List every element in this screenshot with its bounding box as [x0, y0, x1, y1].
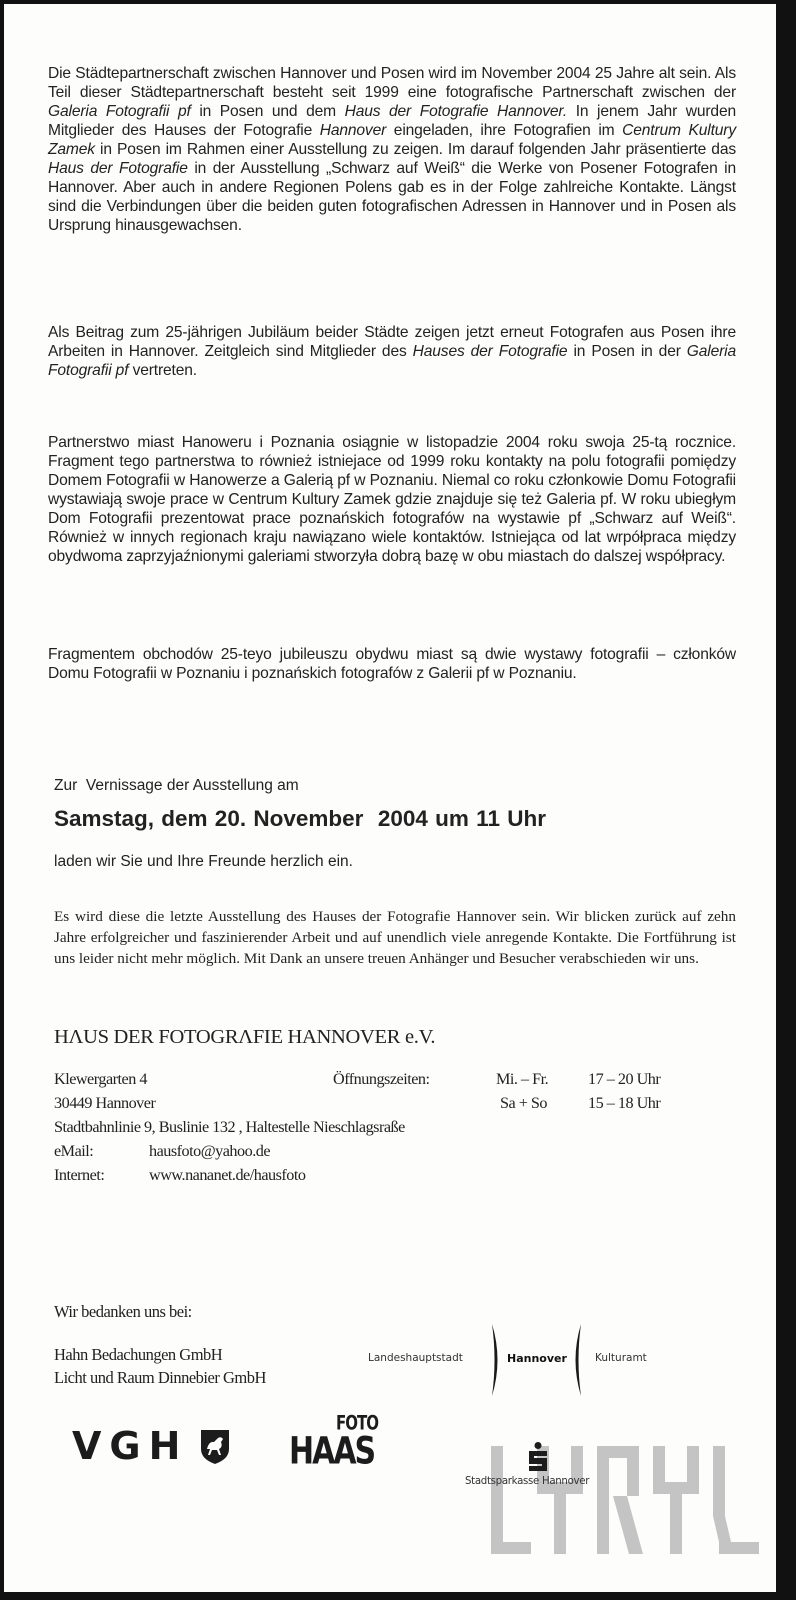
- vgh-logo-text: VGH: [72, 1424, 189, 1468]
- sponsor-dinnebier: Licht und Raum Dinnebier GmbH: [54, 1368, 266, 1387]
- text-run: In jenem Jahr wurden Mitglieder des Hauses der Fotografie: [48, 103, 736, 139]
- text-run: in Posen und dem: [190, 103, 345, 120]
- address-city: 30449 Hannover: [54, 1094, 156, 1112]
- opening-hours-label: Öffnungszeiten:: [333, 1070, 430, 1088]
- right-bracket-icon: [570, 1324, 582, 1396]
- italic-run: Haus der Fotografie Hannover.: [344, 103, 568, 120]
- internet-link[interactable]: www.nananet.de/hausfoto: [149, 1166, 306, 1184]
- text-run: Als Beitrag zum 25-jährigen Jubiläum beider Städte zeigen jetzt erneut Fotografen aus Posen ihre Arbeiten in Hannover. Zeitgleich sind Mitglieder des: [48, 324, 736, 360]
- address-street: Klewergarten 4: [54, 1070, 147, 1088]
- internet-label: Internet:: [54, 1166, 105, 1184]
- invitation-outro: laden wir Sie und Ihre Freunde herzlich ein.: [54, 853, 353, 870]
- text-run: Die Städtepartnerschaft zwischen Hannover und Posen wird im November 2004 25 Jahre alt sein. Als Teil dieser Städtepartnerschaft besteht seit 1999 eine fotografische Partnerschaft zwischen der: [48, 65, 736, 101]
- text-run: vertreten.: [128, 362, 197, 379]
- farewell-paragraph: Es wird diese die letzte Ausstellung des Hauses der Fotografie Hannover sein. Wir blicken zurück auf zehn Jahre erfolgreicher und faszinierender Arbeit und auf unendlich viele anregende Kontakte. Die Fortführung ist uns leider nicht mehr möglich. Mit Dank an unsere treuen Anhänger und Besucher verabschieden wir uns.: [54, 908, 736, 967]
- italic-run: Galeria Fotografii pf: [48, 343, 737, 379]
- organization-name: HΛUS DER FOTOGRΛFIE HANNOVER e.V.: [54, 1026, 436, 1048]
- italic-run: Galeria Fotografii pf: [48, 103, 191, 120]
- italic-run: Hauses der Fotografie: [412, 343, 568, 360]
- hours-time-weekend: 15 – 18 Uhr: [588, 1094, 661, 1112]
- logo-text-landeshauptstadt: Landeshauptstadt: [368, 1352, 463, 1364]
- text-run: in der Ausstellung „Schwarz auf Weiß“ die Werke von Posener Fotografen in Hannover. Aber auch in andere Regionen Polens gab es in der Folge zahlreiche Kontakte. Längst sind die Verbindungen über die beiden guten fotografischen Adressen in Hannover und in Posen als Ursprung hinausgewachsen.: [48, 160, 737, 234]
- flyer-page: [4, 4, 776, 1592]
- hours-time-weekday: 17 – 20 Uhr: [588, 1070, 661, 1088]
- invitation-date: Samstag, dem 20. November 2004 um 11 Uhr: [54, 806, 546, 831]
- italic-run: Hannover: [319, 122, 387, 139]
- text-run: eingeladen, ihre Fotografien im: [386, 122, 623, 139]
- hours-days-weekday: Mi. – Fr.: [496, 1070, 549, 1088]
- italic-run: Haus der Fotografie: [48, 160, 188, 177]
- text-run: in Posen in der: [567, 343, 687, 360]
- polish-paragraph-1: Partnerstwo miast Hanoweru i Poznania osiągnie w listopadzie 2004 roku swoja 25-tą rocznice. Fragment tego partnerstwa to również istniejace od 1999 roku kontakty na polu fotografii pomiędzy Domem Fotografii w Hanowerze a Galerią pf w Poznaniu. Niemal co roku członkowie Domu Fotografii wystawiają swoje prace w Centrum Kultury Zamek gdzie znajduje się też Galeria pf. W roku ubiegłym Dom Fotografii prezentowat prace poznańskich fotografów na wystawie pf „Schwarz auf Weiß“. Również w innych regionach kraju nawiązano wiele kontaktów. Istniejąca od lat wrpółpraca między obydwoma zaprzyjaźnionymi galeriami stworzyła dobrą bazę w obu miastach do dalszej współpracy.: [48, 434, 736, 565]
- german-paragraph-2: [48, 323, 736, 380]
- logo-text-kulturamt: Kulturamt: [595, 1352, 647, 1364]
- thanks-label: Wir bedanken uns bei:: [54, 1302, 192, 1321]
- invitation-intro: Zur Vernissage der Ausstellung am: [54, 777, 299, 794]
- vgh-shield-horse-icon: [200, 1429, 230, 1465]
- foto-haas-logo-top: FOTO: [336, 1411, 378, 1435]
- polish-paragraph-2: Fragmentem obchodów 25-teyo jubileuszu obydwu miast są dwie wystawy fotografii – członków Domu Fotografii w Poznaniu i poznańskich fotografów z Galerii pf w Poznaniu.: [48, 646, 736, 682]
- sparkasse-s-icon: [527, 1442, 549, 1474]
- hours-days-weekend: Sa + So: [500, 1094, 548, 1112]
- logo-text-hannover: Hannover: [507, 1352, 567, 1365]
- italic-run: Centrum Kultury Zamek: [48, 122, 736, 158]
- text-run: in Posen im Rahmen einer Ausstellung zu zeigen. Im darauf folgenden Jahr präsentierte das: [94, 141, 736, 158]
- email-label: eMail:: [54, 1142, 94, 1160]
- sponsor-hahn: Hahn Bedachungen GmbH: [54, 1345, 223, 1364]
- email-link[interactable]: hausfoto@yahoo.de: [149, 1142, 271, 1160]
- address-transit: Stadtbahnlinie 9, Buslinie 132 , Haltestelle Nieschlagsraße: [54, 1118, 405, 1136]
- sparkasse-logo-text: Stadtsparkasse Hannover: [465, 1476, 590, 1487]
- foto-haas-logo-main: HAAS: [289, 1429, 375, 1474]
- left-bracket-icon: [491, 1324, 503, 1396]
- german-paragraph-1: [48, 64, 736, 235]
